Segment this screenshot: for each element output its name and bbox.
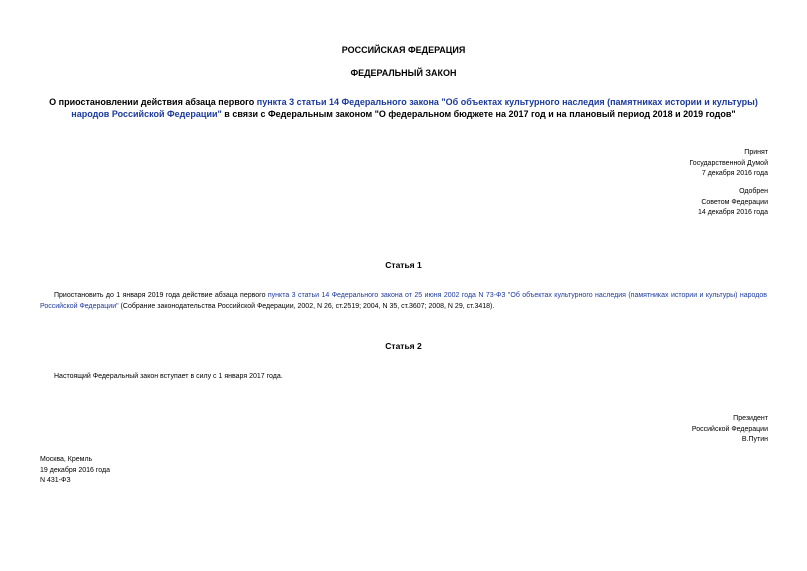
- place-date-block: [40, 455, 110, 487]
- approved-label: Одобрен: [739, 188, 768, 195]
- sign-date: 19 декабря 2016 года: [40, 466, 111, 474]
- article-1-text-end: (Собрание законодательства Российской Федерации, 2002, N 26, ст.2519; 2004, N 35, ст.3607; 2008, N 29, ст.3418).: [118, 303, 495, 310]
- article-2-text: Настоящий Федеральный закон вступает в силу с 1 января 2017 года.: [54, 373, 283, 380]
- article-1-heading: Статья 1: [385, 260, 422, 270]
- article-2-heading: Статья 2: [385, 341, 422, 351]
- approved-body: Советом Федерации: [701, 198, 768, 206]
- signature-title: Президент: [733, 415, 768, 422]
- adopted-date: 7 декабря 2016 года: [701, 170, 768, 177]
- country-heading: РОССИЙСКАЯ ФЕДЕРАЦИЯ: [341, 45, 466, 55]
- article-1-link[interactable]: пункта 3 статьи 14 Федерального закона от 25 июня 2002 года N 73-ФЗ "Об объектах культурного наследия (памятниках истории и культуры) народов Российской Федерации": [40, 292, 767, 310]
- place: Москва, Кремль: [40, 456, 93, 463]
- signature-org: Российской Федерации: [691, 425, 768, 433]
- signature-block: [692, 414, 768, 446]
- adopted-body: Государственной Думой: [689, 159, 768, 167]
- approved-block: [698, 187, 768, 219]
- adopted-label: Принят: [744, 149, 768, 156]
- title-text-end: в связи с Федеральным законом "О федеральном бюджете на 2017 год и на плановый период 2018 и 2019 годов": [221, 109, 736, 119]
- law-number: N 431-ФЗ: [40, 477, 71, 484]
- signature-name: В.Путин: [741, 436, 768, 443]
- article-1-text: [40, 290, 767, 312]
- doc-type-heading: ФЕДЕРАЛЬНЫЙ ЗАКОН: [350, 68, 457, 78]
- article-1-text-start: Приостановить до 1 января 2019 года действие абзаца первого: [54, 292, 268, 299]
- adopted-block: [689, 148, 768, 180]
- law-title: [40, 96, 767, 120]
- approved-date: 14 декабря 2016 года: [697, 209, 768, 216]
- title-link[interactable]: пункта 3 статьи 14 Федерального закона "Об объектах культурного наследия (памятниках истории и культуры) народов Российской Федерации": [71, 97, 758, 119]
- title-text-start: О приостановлении действия абзаца первого: [49, 97, 257, 107]
